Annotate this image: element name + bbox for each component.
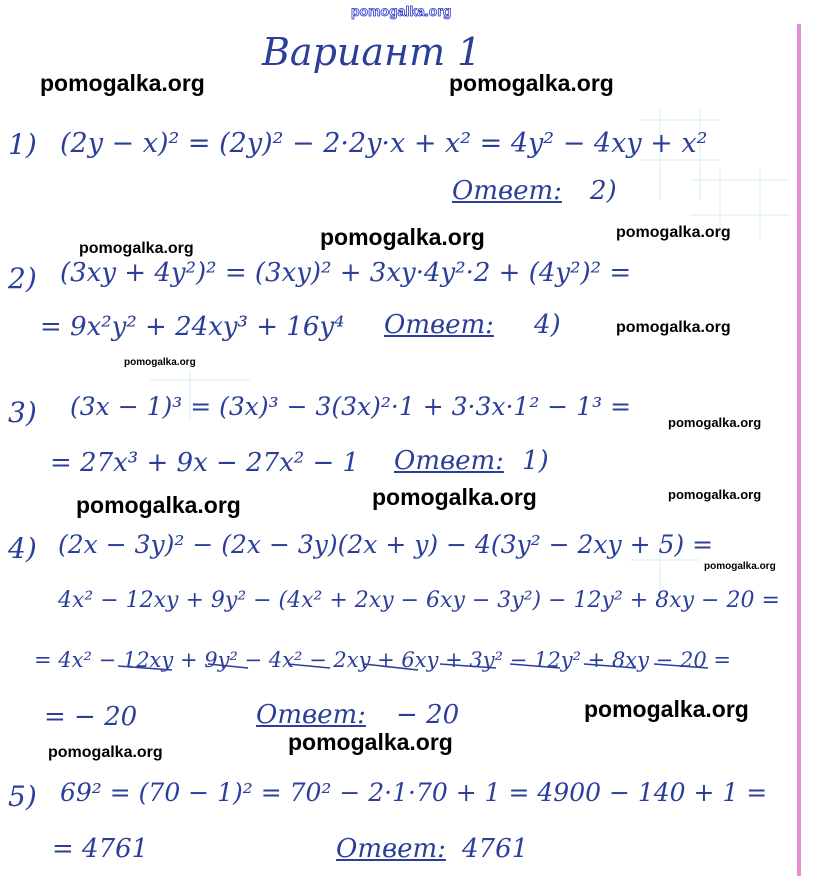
watermark: pomogalka.org (76, 492, 241, 518)
problem-3-answer-label: Ответ: (394, 446, 504, 476)
problem-4-line-2: 4x² − 12xy + 9y² − (4x² + 2xy − 6xy − 3y²) − 12y² + 8xy − 20 = (58, 588, 780, 613)
problem-2-answer-value: 4) (534, 310, 561, 340)
problem-5-answer-label: Ответ: (336, 834, 446, 864)
site-link[interactable]: pomogalka.org (351, 3, 452, 19)
problem-4-line-1: (2x − 3y)² − (2x − 3y)(2x + y) − 4(3y² − 2xy + 5) = (58, 530, 714, 559)
problem-5-line-1: 69² = (70 − 1)² = 70² − 2·1·70 + 1 = 4900 − 140 + 1 = (60, 778, 768, 807)
problem-2-answer-label: Ответ: (384, 310, 494, 340)
problem-3-line-2: = 27x³ + 9x − 27x² − 1 (50, 448, 360, 478)
watermark: pomogalka.org (124, 357, 196, 368)
watermark: pomogalka.org (48, 744, 163, 761)
problem-4-number: 4) (8, 532, 37, 565)
watermark: pomogalka.org (616, 319, 731, 336)
problem-4-line-3: = 4x² − 12xy + 9y² − 4x² − 2xy + 6xy + 3y² − 12y² + 8xy − 20 = (34, 648, 731, 672)
problem-1-line-1: (2y − x)² = (2y)² − 2·2y·x + x² = 4y² − 4xy + x² (60, 128, 708, 159)
problem-1-number: 1) (8, 128, 37, 161)
problem-2-number: 2) (8, 262, 37, 295)
problem-3-answer-value: 1) (522, 446, 549, 476)
watermark: pomogalka.org (668, 487, 762, 502)
watermark: pomogalka.org (320, 224, 485, 250)
problem-5-number: 5) (8, 780, 37, 813)
watermark: pomogalka.org (288, 729, 453, 755)
problem-3-line-1: (3x − 1)³ = (3x)³ − 3(3x)²·1 + 3·3x·1² − 1³ = (70, 392, 632, 421)
watermark: pomogalka.org (449, 70, 614, 96)
problem-3-number: 3) (8, 396, 37, 429)
watermark: pomogalka.org (704, 561, 776, 572)
page-title: Вариант 1 (262, 30, 482, 74)
problem-5-line-2: = 4761 (52, 834, 149, 864)
problem-5-answer-value: 4761 (462, 834, 529, 864)
watermark: pomogalka.org (584, 696, 749, 722)
problem-1-answer-label: Ответ: (452, 176, 562, 206)
problem-4-answer-label: Ответ: (256, 700, 366, 730)
watermark: pomogalka.org (616, 224, 731, 241)
problem-4-line-4: = − 20 (44, 702, 138, 732)
watermark: pomogalka.org (372, 484, 537, 510)
problem-4-answer-value: − 20 (396, 700, 460, 730)
problem-2-line-1: (3xy + 4y²)² = (3xy)² + 3xy·4y²·2 + (4y²)² = (60, 258, 632, 288)
problem-2-line-2: = 9x²y² + 24xy³ + 16y⁴ (40, 312, 345, 342)
watermark: pomogalka.org (668, 415, 762, 430)
problem-1-answer-value: 2) (590, 176, 617, 206)
watermark: pomogalka.org (79, 240, 194, 257)
watermark: pomogalka.org (40, 70, 205, 96)
